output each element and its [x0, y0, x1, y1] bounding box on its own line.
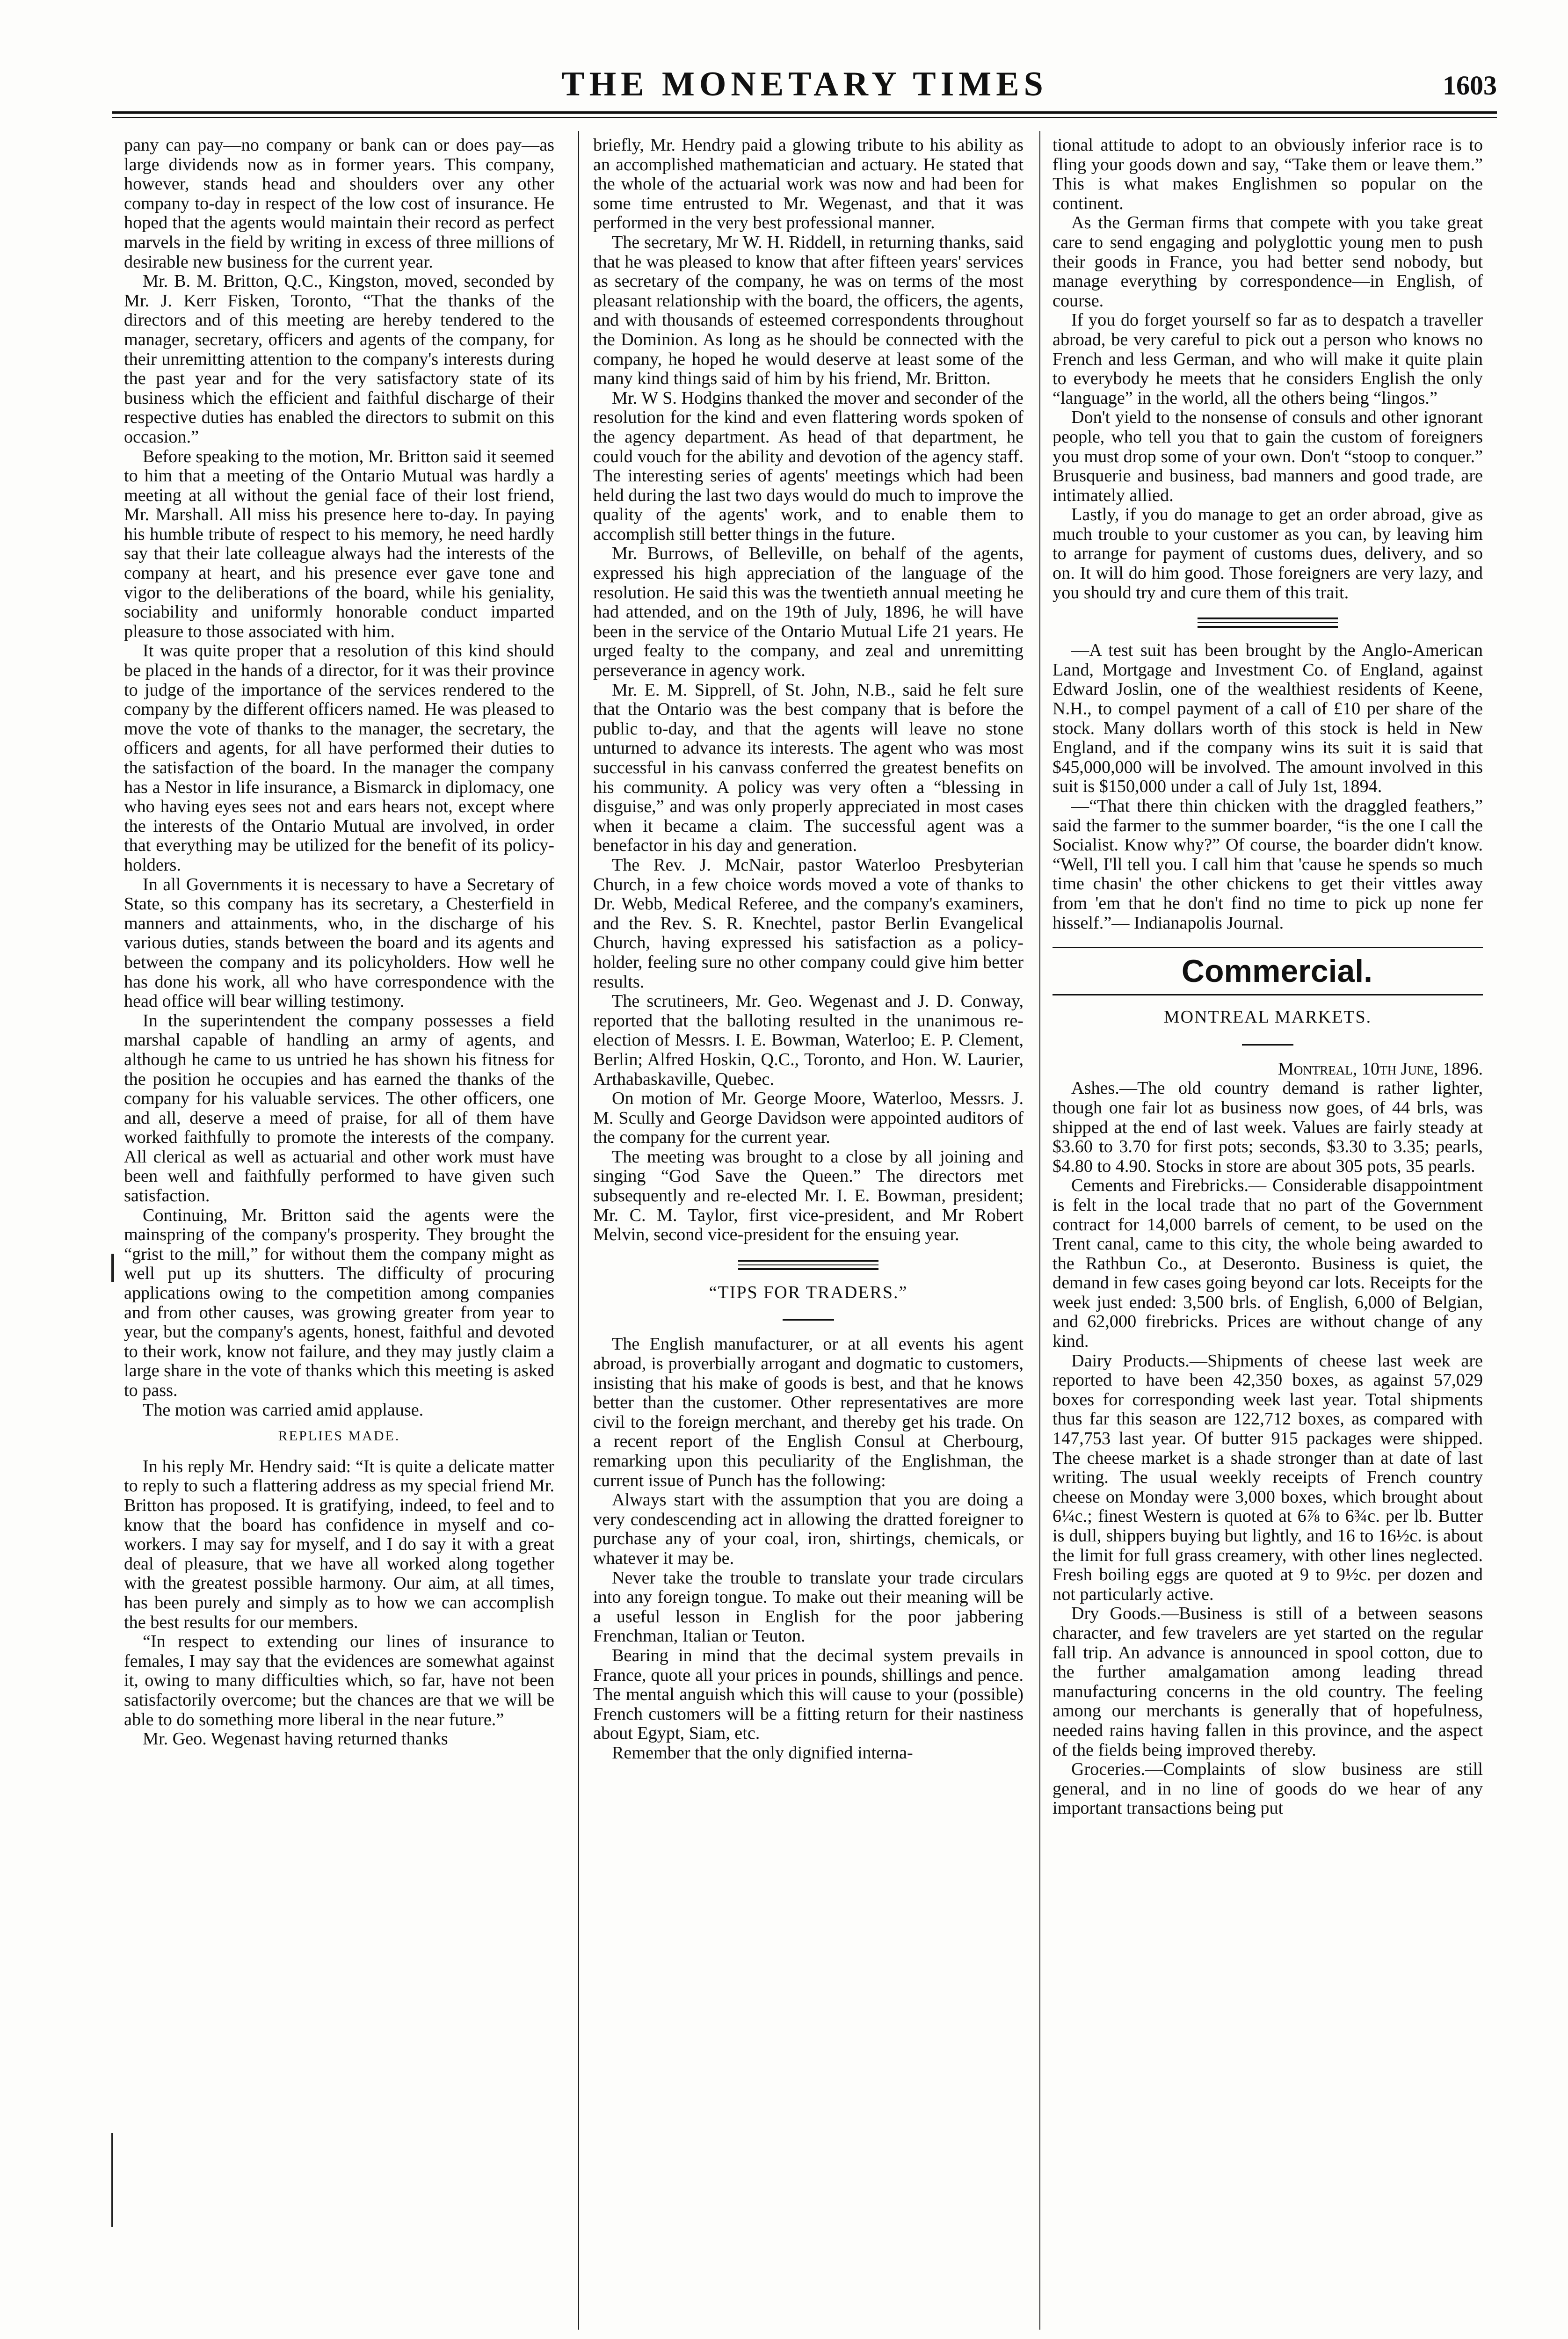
heading-commercial: Commercial. [1181, 953, 1373, 989]
page-number: 1603 [1443, 70, 1497, 101]
paragraph: briefly, Mr. Hendry paid a glowing tribute to his ability as an accomplished mathematician and actuary. He stated that the whole of the actuarial work was now and had been for some time entrusted to Mr. Wegenast, and that it was performed in the very best professional manner. [593, 136, 1024, 233]
paragraph: On motion of Mr. George Moore, Waterloo, Messrs. J. M. Scully and George Davidson were appointed auditors of the company for the current year. [593, 1089, 1024, 1148]
paragraph: It was quite proper that a resolution of this kind should be placed in the hands of a director, for it was their province to judge of the importance of the services rendered to the company by the different officers named. He was pleased to move the vote of thanks to the manager, the secretary, the officers and agents, for all have performed their duties to the satisfaction of the board. In the manager the company has a Nestor in life insurance, a Bismarck in diplomacy, one who having eyes sees not and ears hears not, except where the interests of the Ontario Mutual are involved, in order that everything may be utilized for the benefit of its policy-holders. [124, 641, 554, 875]
paragraph: Mr. Burrows, of Belleville, on behalf of the agents, expressed his high appreciation of the language of the resolution. He said this was the twentieth annual meeting he had attended, and on the 19th of July, 1896, he will have been in the service of the Ontario Mutual Life 21 years. He urged fealty to the company, and zeal and unremitting perseverance in agency work. [593, 544, 1024, 681]
heading-tips-for-traders: “TIPS FOR TRADERS.” [709, 1282, 908, 1302]
paragraph: Mr. E. M. Sipprell, of St. John, N.B., said he felt sure that the Ontario was the best company that is before the public to-day, and that the agents will leave no stone unturned to advance its interests. The agent who was most successful in his canvass conferred the greatest benefits on his community. A policy was very often a “blessing in disguise,” and was only properly appreciated in most cases when it became a claim. The successful agent was a benefactor in his day and generation. [593, 680, 1024, 856]
paragraph: The secretary, Mr W. H. Riddell, in returning thanks, said that he was pleased to know that after fifteen years' services as secretary of the company, he was on terms of the most pleasant relationship with the board, the officers, the agents, and with thousands of esteemed correspondents throughout the Dominion. As long as he should be connected with the company, he hoped he would deserve at least some of the many kind things said of him by his friend, Mr. Britton. [593, 232, 1024, 389]
column-divider [578, 131, 579, 2330]
paragraph: If you do forget yourself so far as to despatch a traveller abroad, be very careful to pick out a person who knows no French and less German, and who will make it quite plain to everybody he meets that he considers English the only “language” in the world, all the others being “lingos.” [1053, 310, 1483, 408]
paragraph: The English manufacturer, or at all events his agent abroad, is proverbially arrogant and dogmatic to customers, insisting that his make of goods is best, and that he knows better than the customer. Other representatives are more civil to the foreign merchant, and thereby get his trade. On a recent report of the English Consul at Cherbourg, remarking upon this peculiarity of the Englishman, the current issue of Punch has the following: [593, 1334, 1024, 1490]
paragraph: pany can pay—no company or bank can or does pay—as large dividends now as in former years. This company, however, stands head and shoulders over any other company to-day in respect of the low cost of insurance. He hoped that the agents would maintain their record as perfect marvels in the field by writing in excess of three millions of desirable new business for the current year. [124, 136, 554, 272]
paragraph: Continuing, Mr. Britton said the agents were the mainspring of the company's prosperity. They brought the “grist to the mill,” for without them the company might as well put up its shutters. The difficulty of procuring applications owing to the competition among companies and from other causes, was growing greater from year to year, but the company's agents, honest, faithful and devoted to their work, know not failure, and they may justly claim a large share in the vote of thanks which this meeting is asked to pass. [124, 1205, 554, 1400]
masthead-rule [112, 111, 1497, 114]
paragraph: Always start with the assumption that you are doing a very condescending act in allowing the dratted foreigner to purchase any of your coal, iron, shirtings, chemicals, or whatever it may be. [593, 1490, 1024, 1568]
paragraph: Ashes.—The old country demand is rather lighter, though one fair lot as business now goes, of 44 brls, was shipped at the end of last week. Values are fairly steady at $3.60 to 3.70 for first pots; seconds, $3.30 to 3.35; pearls, $4.80 to 4.90. Stocks in store are about 305 pots, 35 pearls. [1053, 1078, 1483, 1176]
paragraph: “In respect to extending our lines of insurance to females, I may say that the evidences are somewhat against it, owing to many difficulties which, so far, have not been satisfactorily overcome; but the chances are that we will be able to do something more liberal in the near future.” [124, 1632, 554, 1729]
masthead [112, 63, 1497, 110]
paragraph: The meeting was brought to a close by all joining and singing “God Save the Queen.” The directors met subsequently and re-elected Mr. I. E. Bowman, president; Mr. C. M. Taylor, first vice-president, and Mr Robert Melvin, second vice-president for the ensuing year. [593, 1147, 1024, 1245]
paragraph: In all Governments it is necessary to have a Secretary of State, so this company has its secretary, a Chesterfield in manners and attainments, who, in the discharge of his various duties, stands between the board and its agents and between the company and its policyholders. How well he has done his work, all who have correspondence with the head office will bear willing testimony. [124, 874, 554, 1011]
paragraph: Mr. W S. Hodgins thanked the mover and seconder of the resolution for the kind and even flattering words spoken of the agency department. As head of that department, he could vouch for the ability and devotion of the agency staff. The interesting series of agents' meetings which had been held during the last two days would do much to improve the quality of the agents' work, and to enable them to accomplish still better things in the future. [593, 388, 1024, 544]
paragraph: The scrutineers, Mr. Geo. Wegenast and J. D. Conway, reported that the balloting resulted in the unanimous re-election of Messrs. I. E. Bowman, Waterloo; E. P. Clement, Berlin; Alfred Hoskin, Q.C., Toronto, and Hon. W. Laurier, Arthabaskaville, Quebec. [593, 991, 1024, 1089]
ornament-divider [1198, 615, 1338, 629]
paragraph: Bearing in mind that the decimal system prevails in France, quote all your prices in pounds, shillings and pence. The mental anguish which this will cause to your (possible) French customers will be a fitting return for their nastiness about Egypt, Siam, etc. [593, 1645, 1024, 1743]
paragraph: Mr. B. M. Britton, Q.C., Kingston, moved, seconded by Mr. J. Kerr Fisken, Toronto, “That the thanks of the directors and of this meeting are hereby tendered to the manager, secretary, officers and agents of the company, for their unremitting attention to the company's interests during the past year and for the very satisfactory state of its business which the efficient and faithful discharge of their respective duties has enabled the directors to submit on this occasion.” [124, 271, 554, 447]
paragraph: As the German firms that compete with you take great care to send engaging and polyglottic young men to push their goods in France, you had better send nobody, but manage everything by correspondence—in English, of course. [1053, 213, 1483, 311]
paragraph: Mr. Geo. Wegenast having returned thanks [143, 1729, 448, 1749]
column-3 [1053, 136, 1483, 2330]
paragraph: —“That there thin chicken with the draggled feathers,” said the farmer to the summer boarder, “is the one I call the Socialist. Know why?” Of course, the boarder didn't know. “Well, I'll tell you. I call him that 'cause he spends so much time chasin' the other chickens to get their vittles away from 'em that he don't find no time to pick up none fer hisself.”— Indianapolis Journal. [1053, 796, 1483, 933]
paragraph: Dairy Products.—Shipments of cheese last week are reported to have been 42,350 boxes, as against 57,029 boxes for corresponding week last year. Total shipments thus far this season are 122,712 boxes, as compared with 147,753 last year. Of butter 915 packages were shipped. The cheese market is a shade stronger than at date of last writing. The usual weekly receipts of French country cheese on Monday were 3,000 boxes, which brought about 6¼c.; finest Western is quoted at 6⅞ to 6¾c. per lb. Butter is dull, shippers buying but lightly, and 16 to 16½c. is about the limit for full grass creamery, with other lines neglected. Fresh boiling eggs are quoted at 9 to 9½c. per dozen and not particularly active. [1053, 1351, 1483, 1604]
paragraph: tional attitude to adopt to an obviously inferior race is to fling your goods down and say, “Take them or leave them.” This is what makes Englishmen so popular on the continent. [1053, 136, 1483, 213]
masthead-rule-thin [112, 117, 1497, 118]
dateline: Montreal, 10th June, 1896. [1278, 1059, 1483, 1079]
paragraph: The Rev. J. McNair, pastor Waterloo Presbyterian Church, in a few choice words moved a vote of thanks to Dr. Webb, Medical Referee, and the company's examiners, and the Rev. S. R. Knechtel, pastor Berlin Evangelical Church, having expressed his satisfaction as a policy-holder, feeling sure no other company could give him better results. [593, 855, 1024, 992]
heading-rule [1053, 994, 1483, 995]
column-divider [1039, 131, 1040, 2330]
short-rule [1242, 1044, 1293, 1046]
column-1 [124, 136, 554, 2330]
subheading-replies-made: REPLIES MADE. [278, 1428, 400, 1444]
paragraph: Never take the trouble to translate your trade circulars into any foreign tongue. To make out their meaning will be a useful lesson in English for the poor jabbering Frenchman, Italian or Teuton. [593, 1568, 1024, 1646]
paragraph: In the superintendent the company possesses a field marshal capable of handling an army of agents, and although he came to us untried he has shown his fitness for the position he occupies and has earned the thanks of the company for his valuable services. The other officers, one and all, deserve a meed of praise, for all of them have worked faithfully to promote the interests of the company. All clerical as well as actuarial and other work must have been well and faithfully performed to have given such satisfaction. [124, 1010, 554, 1206]
commercial-heading-block [1053, 947, 1483, 995]
masthead-title: THE MONETARY TIMES [561, 65, 1048, 103]
paragraph: Dry Goods.—Business is still of a between seasons character, and few travelers are yet started on the regular fall trip. An advance is announced in spool cotton, due to the further amalgamation among leading thread manufacturing concerns in the old country. The feeling among our merchants is generally that of hopefulness, needed rains having fallen in this province, and the aspect of the fields being improved thereby. [1053, 1604, 1483, 1760]
paragraph: Don't yield to the nonsense of consuls and other ignorant people, who tell you that to gain the custom of foreigners you must drop some of your own. Don't “stoop to conquer.” Brusquerie and business, bad manners and good trade, are intimately allied. [1053, 407, 1483, 505]
paragraph: Remember that the only dignified interna- [612, 1743, 913, 1763]
paragraph: In his reply Mr. Hendry said: “It is quite a delicate matter to reply to such a flattering address as my special friend Mr. Britton has proposed. It is gratifying, indeed, to feel and to know that the board has confidence in myself and co-workers. I may say for myself, and I do say it with a great deal of pleasure, that we have all worked along together with the greatest possible harmony. Our aim, at all times, has been purely and simply as to how we can accomplish the best results for our members. [124, 1456, 554, 1632]
margin-mark [111, 2133, 113, 2227]
column-2 [593, 136, 1024, 2330]
paragraph: Cements and Firebricks.— Considerable disappointment is felt in the local trade that no part of the Government contract for 14,000 barrels of cement, to be used on the Trent canal, came to this city, the whole being awarded to the Rathbun Co., at Deseronto. Business is quiet, the demand in few cases going beyond car lots. Receipts for the week just ended: 3,500 brls. of English, 6,000 of Belgian, and 62,000 firebricks. Prices are without change of any kind. [1053, 1176, 1483, 1351]
paragraph: Groceries.—Complaints of slow business are still general, and in no line of goods do we hear of any important transactions being put [1053, 1759, 1483, 1818]
paragraph: Before speaking to the motion, Mr. Britton said it seemed to him that a meeting of the Ontario Mutual was hardly a meeting at all without the genial face of their lost friend, Mr. Marshall. All miss his presence here to-day. In paying his humble tribute of respect to his memory, he need hardly say that their late colleague always had the interests of the company at heart, and his presence ever gave tone and vigor to the deliberations of the board, while his geniality, sociability and uniformly honorable conduct imparted pleasure to those associated with him. [124, 446, 554, 641]
short-rule [783, 1319, 834, 1321]
ornament-divider [738, 1257, 878, 1271]
paragraph: —A test suit has been brought by the Anglo-American Land, Mortgage and Investment Co. of England, against Edward Joslin, one of the wealthiest residents of Keene, N.H., to compel payment of a call of £10 per share of the stock. Many dollars worth of this stock is held in New England, and if the company wins its suit it is said that $45,000,000 will be involved. The amount involved in this suit is $150,000 under a call of July 1st, 1894. [1053, 640, 1483, 797]
heading-montreal-markets: MONTREAL MARKETS. [1163, 1007, 1372, 1027]
paragraph: The motion was carried amid applause. [143, 1400, 424, 1420]
paragraph: Lastly, if you do manage to get an order abroad, give as much trouble to your customer as you can, by leaving him to arrange for payment of customs dues, delivery, and so on. It will do him good. Those foreigners are very lazy, and you should try and cure them of this trait. [1053, 505, 1483, 603]
margin-mark [111, 1254, 114, 1282]
